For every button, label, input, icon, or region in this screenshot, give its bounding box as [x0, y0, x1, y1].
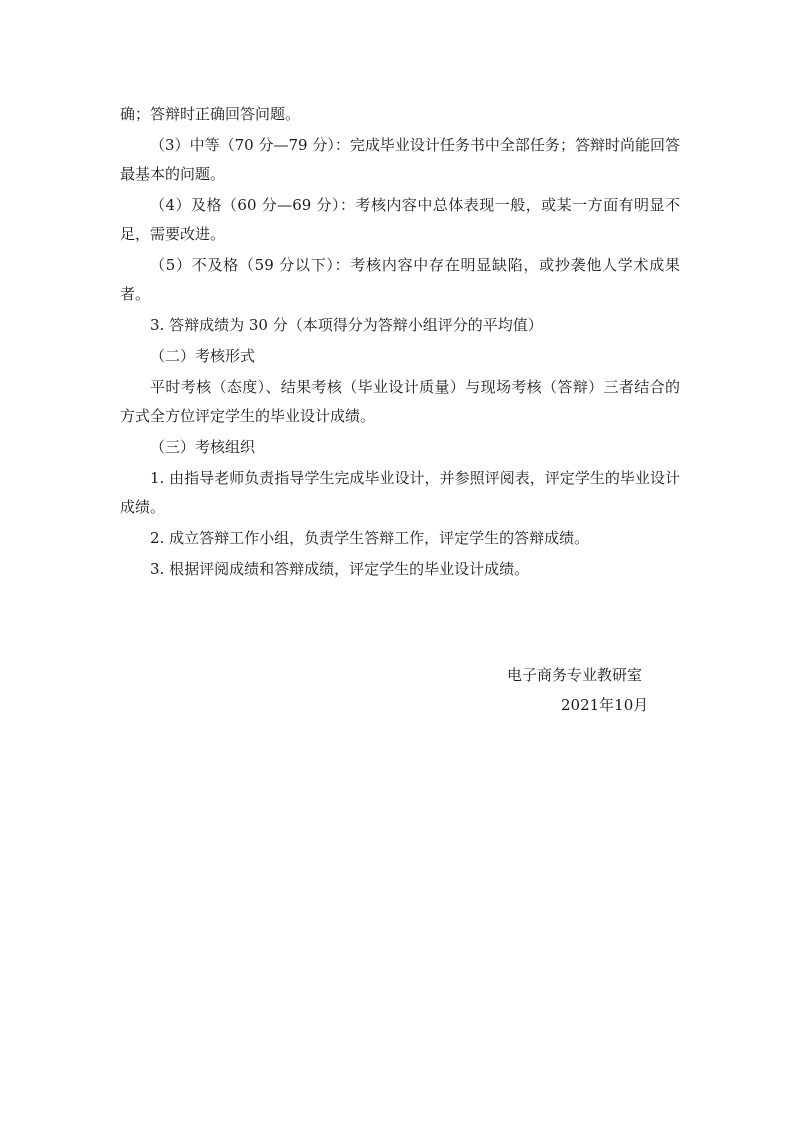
paragraph-continuation: 确；答辩时正确回答问题。 [120, 105, 301, 123]
paragraph-organization-item-1: 1. 由指导老师负责指导学生完成毕业设计，并参照评阅表，评定学生的毕业设计成绩。 [120, 469, 680, 516]
paragraph-assessment-form: 平时考核（态度）、结果考核（毕业设计质量）与现场考核（答辩）三者结合的方式全方位评定学生的毕业设计成绩。 [120, 378, 680, 425]
signature-block [480, 660, 680, 720]
section-heading-assessment-form: （二）考核形式 [150, 347, 256, 365]
paragraph-grade-medium: （3）中等（70 分—79 分）：完成毕业设计任务书中全部任务；答辩时尚能回答最基本的问题。 [120, 136, 680, 183]
paragraph-organization-item-3: 3. 根据评阅成绩和答辩成绩，评定学生的毕业设计成绩。 [150, 560, 530, 578]
document-body [120, 100, 680, 586]
signature-organization: 电子商务专业教研室 [507, 666, 643, 684]
paragraph-organization-item-2: 2. 成立答辩工作小组，负责学生答辩工作，评定学生的答辩成绩。 [150, 529, 590, 547]
paragraph-grade-pass: （4）及格（60 分—69 分）：考核内容中总体表现一般，或某一方面有明显不足，需要改进。 [120, 196, 680, 243]
signature-date: 2021年10月 [561, 696, 649, 714]
paragraph-defense-score: 3. 答辩成绩为 30 分（本项得分为答辩小组评分的平均值） [150, 316, 543, 334]
paragraph-grade-fail: （5）不及格（59 分以下）：考核内容中存在明显缺陷，或抄袭他人学术成果者。 [120, 256, 680, 303]
section-heading-assessment-organization: （三）考核组织 [150, 438, 256, 456]
